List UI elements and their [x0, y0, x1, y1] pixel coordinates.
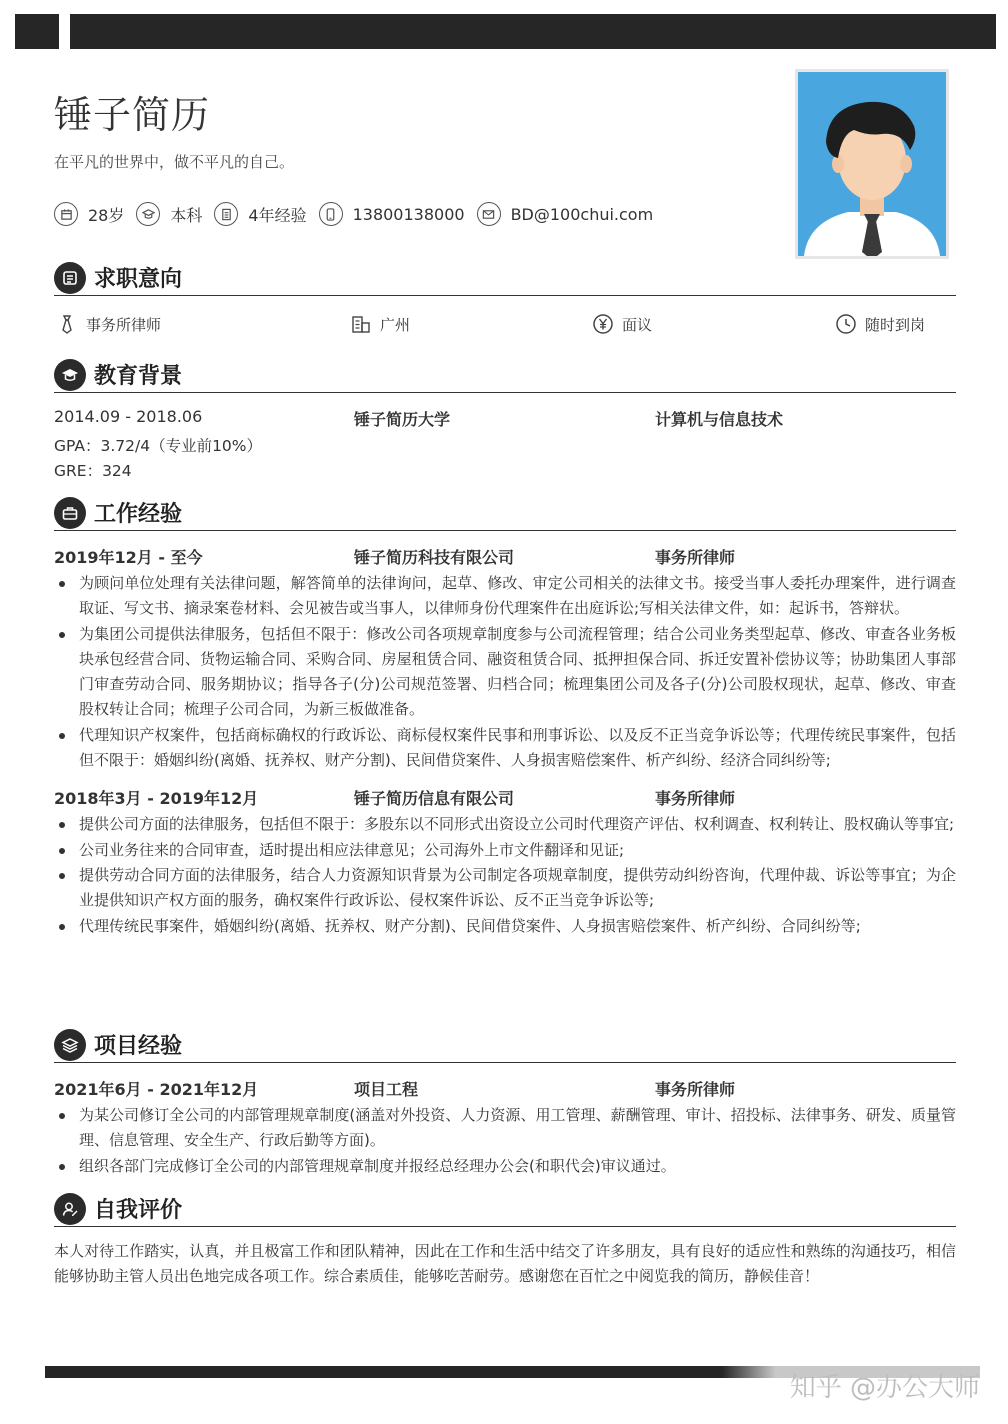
list-item: 组织各部门完成修订全公司的内部管理规章制度并报经总经理办公会(和职代会)审议通过。 [54, 1154, 956, 1179]
project-entry-header [54, 1077, 956, 1103]
section-project [54, 1029, 956, 1179]
education-gre: GRE：324 [54, 462, 132, 480]
layers-icon [54, 1029, 86, 1061]
section-header [54, 1193, 956, 1227]
briefcase-icon [54, 497, 86, 529]
job-company: 锤子简历信息有限公司 [354, 789, 515, 809]
project-period: 2021年6月 - 2021年12月 [54, 1080, 259, 1099]
intent-availability-text: 随时到岗 [865, 315, 926, 334]
intent-position-text: 事务所律师 [86, 315, 162, 334]
section-title: 项目经验 [94, 1034, 183, 1059]
list-item: 为顾问单位处理有关法律问题，解答简单的法律询问，起草、修改、审定公司相关的法律文书。接受当事人委托办理案件，进行调查取证、写文书、摘录案卷材料、会见被告或当事人，以律师身份代理案件在出庭诉讼;写相关法律文件，如：起诉书，答辩状。 [54, 571, 956, 622]
job-duties-list [54, 571, 956, 773]
education-gpa: GPA：3.72/4（专业前10%） [54, 437, 263, 455]
intent-position [56, 313, 161, 335]
list-item: 提供劳动合同方面的法律服务，结合人力资源知识背景为公司制定各项规章制度，提供劳动纠纷咨询，代理仲裁、诉讼等事宜；为企业提供知识产权方面的服务，确权案件行政诉讼、侵权案件诉讼、反不正当竞争诉讼等; [54, 863, 956, 914]
watermark-text: 知乎 @办公大师 [789, 1372, 980, 1403]
list-item: 为某公司修订全公司的内部管理规章制度(涵盖对外投资、人力资源、用工管理、薪酬管理、审计、招投标、法律事务、研发、质量管理、信息管理、安全生产、行政后勤等方面)。 [54, 1103, 956, 1154]
section-header [54, 497, 956, 531]
graduation-cap-icon [54, 359, 86, 391]
section-header [54, 359, 956, 393]
section-self-evaluation [54, 1193, 956, 1290]
job-entry-header [54, 786, 956, 812]
education-period: 2014.09 - 2018.06 [54, 407, 203, 426]
section-title: 求职意向 [94, 267, 183, 292]
profile-photo [795, 69, 949, 259]
project-role: 事务所律师 [655, 1080, 736, 1099]
info-experience-text: 4年经验 [248, 205, 307, 225]
tie-icon [56, 313, 78, 335]
top-bar-left [15, 14, 59, 49]
personal-info-row [54, 200, 665, 228]
section-header [54, 262, 956, 296]
info-email-text: BD@100chui.com [510, 204, 654, 224]
graduation-cap-icon [136, 202, 160, 226]
info-email [477, 202, 654, 226]
user-icon [54, 1193, 86, 1225]
phone-icon [319, 202, 343, 226]
job-role: 事务所律师 [655, 789, 736, 809]
section-education [54, 359, 956, 484]
list-item: 提供公司方面的法律服务，包括但不限于：多股东以不同形式出资设立公司时代理资产评估、权利调查、权利转让、股权确认等事宜; [54, 812, 956, 837]
info-experience [214, 202, 306, 226]
intent-availability [835, 313, 925, 335]
intent-salary [592, 313, 652, 335]
list-item: 为集团公司提供法律服务，包括但不限于：修改公司各项规章制度参与公司流程管理；结合公司业务类型起草、修改、审查各业务板块承包经营合同、货物运输合同、采购合同、房屋租赁合同、融资租赁合同、抵押担保合同、拆迁安置补偿协议等；协助集团人事部门审查劳动合同、服务期协议；指导各子(分)公司规范签署、归档合同；梳理集团公司及各子(分)公司股权现状，起草、修改、审查股权转让合同；梳理子公司合同，为新三板做准备。 [54, 622, 956, 723]
intent-city [350, 313, 410, 335]
calendar-icon [54, 202, 78, 226]
section-title: 教育背景 [94, 364, 183, 389]
document-icon [214, 202, 238, 226]
clock-icon [835, 313, 857, 335]
job-period: 2018年3月 - 2019年12月 [54, 789, 259, 809]
resume-motto: 在平凡的世界中，做不平凡的自己。 [54, 153, 295, 171]
section-intent [54, 262, 956, 296]
building-icon [350, 313, 372, 335]
job-role: 事务所律师 [655, 548, 736, 567]
intent-city-text: 广州 [380, 315, 411, 334]
email-icon [477, 202, 501, 226]
project-duties-list [54, 1103, 956, 1179]
list-item: 公司业务往来的合同审查，适时提出相应法律意见；公司海外上市文件翻译和见证; [54, 838, 956, 863]
list-item: 代理知识产权案件，包括商标确权的行政诉讼、商标侵权案件民事和刑事诉讼、以及反不正当竞争诉讼等；代理传统民事案件，包括但不限于：婚姻纠纷(离婚、抚养权、财产分割)、民间借贷案件、人身损害赔偿案件、析产纠纷、经济合同纠纷等; [54, 723, 956, 774]
info-degree [136, 202, 202, 226]
job-duties-list [54, 812, 956, 938]
resume-name: 锤子简历 [54, 93, 211, 137]
info-age-text: 28岁 [88, 205, 125, 225]
education-entry-header [54, 407, 956, 433]
section-work [54, 497, 956, 939]
intent-salary-text: 面议 [622, 315, 653, 334]
list-icon [54, 262, 86, 294]
top-bar-right [70, 14, 996, 49]
info-age [54, 202, 124, 226]
job-period: 2019年12月 - 至今 [54, 548, 203, 567]
education-school: 锤子简历大学 [354, 410, 451, 429]
project-name: 项目工程 [354, 1080, 419, 1099]
education-major: 计算机与信息技术 [655, 410, 784, 429]
section-title: 自我评价 [94, 1198, 183, 1223]
self-evaluation-text: 本人对待工作踏实，认真，并且极富工作和团队精神，因此在工作和生活中结交了许多朋友，具有良好的适应性和熟练的沟通技巧，相信能够协助主管人员出色地完成各项工作。综合素质佳，能够吃苦耐劳。感谢您在百忙之中阅览我的简历，静候佳音！ [54, 1242, 956, 1286]
info-phone [319, 202, 465, 226]
job-entry-header [54, 545, 956, 571]
watermark [722, 1362, 992, 1408]
info-degree-text: 本科 [170, 205, 203, 225]
list-item: 代理传统民事案件，婚姻纠纷(离婚、抚养权、财产分割)、民间借贷案件、人身损害赔偿案件、析产纠纷、合同纠纷等; [54, 914, 956, 939]
yen-icon [592, 313, 614, 335]
intent-row [54, 313, 956, 341]
job-company: 锤子简历科技有限公司 [354, 548, 515, 567]
section-title: 工作经验 [94, 502, 183, 527]
section-header [54, 1029, 956, 1063]
info-phone-text: 13800138000 [352, 204, 465, 224]
